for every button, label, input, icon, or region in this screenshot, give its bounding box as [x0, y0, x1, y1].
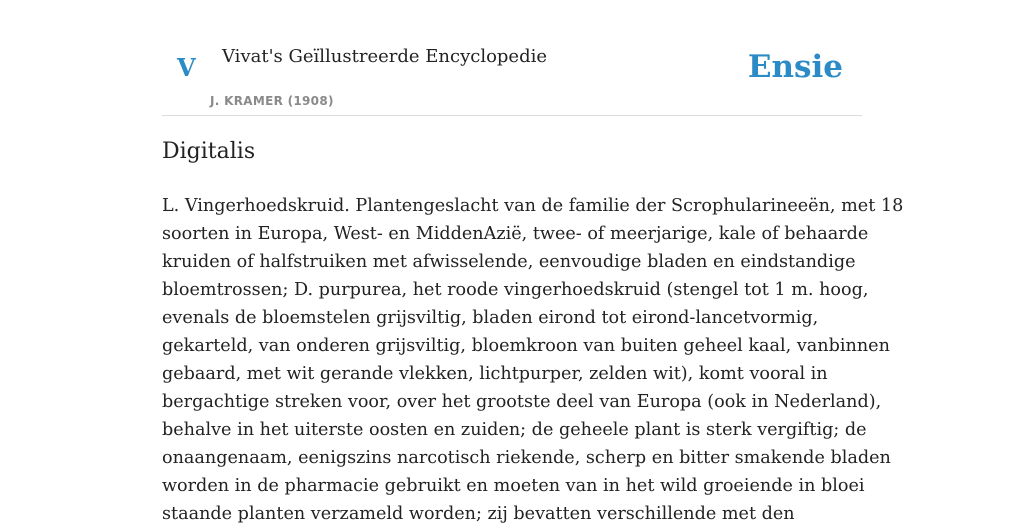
entry-body-line: gebaard, met wit gerande vlekken, lichtpurper, zelden wit), komt vooral in: [162, 364, 828, 384]
entry-body-line: kruiden of halfstruiken met afwisselende, eenvoudige bladen en eindstandige: [162, 252, 856, 272]
source-header: [162, 0, 862, 116]
source-author: J. KRAMER (1908): [210, 94, 334, 108]
entry-body-line: bloemtrossen; D. purpurea, het roode vingerhoedskruid (stengel tot 1 m. hoog,: [162, 280, 869, 300]
entry-body-line: behalve in het uiterste oosten en zuiden; de geheele plant is sterk vergiftig; de: [162, 420, 867, 440]
entry-body-line: bergachtige streken voor, over het grootste deel van Europa (ook in Nederland),: [162, 392, 882, 412]
entry-body-line: evenals de bloemstelen grijsviltig, bladen eirond tot eirond-lancetvormig,: [162, 308, 819, 328]
entry-body-line: gekarteld, van onderen grijsviltig, bloemkroon van buiten geheel kaal, vanbinnen: [162, 336, 890, 356]
entry-title: Digitalis: [162, 139, 256, 164]
entry-body-line: onaangenaam, eenigszins narcotisch riekende, scherp en bitter smakende bladen: [162, 448, 891, 468]
source-title[interactable]: Vivat's Geïllustreerde Encyclopedie: [222, 46, 548, 67]
entry-body: [162, 192, 904, 528]
entry-body-line: staande planten verzameld worden; zij bevatten verschillende met den: [162, 504, 795, 524]
entry-body-line: L. Vingerhoedskruid. Plantengeslacht van de familie der Scrophularineeën, met 18: [162, 196, 904, 216]
source-logo[interactable]: V: [177, 53, 196, 82]
entry-body-line: soorten in Europa, West- en MiddenAzië, twee- of meerjarige, kale of behaarde: [162, 224, 869, 244]
entry-body-line: worden in de pharmacie gebruikt en moeten van in het wild groeiende in bloei: [162, 476, 865, 496]
ensie-logo[interactable]: Ensie: [747, 49, 843, 85]
